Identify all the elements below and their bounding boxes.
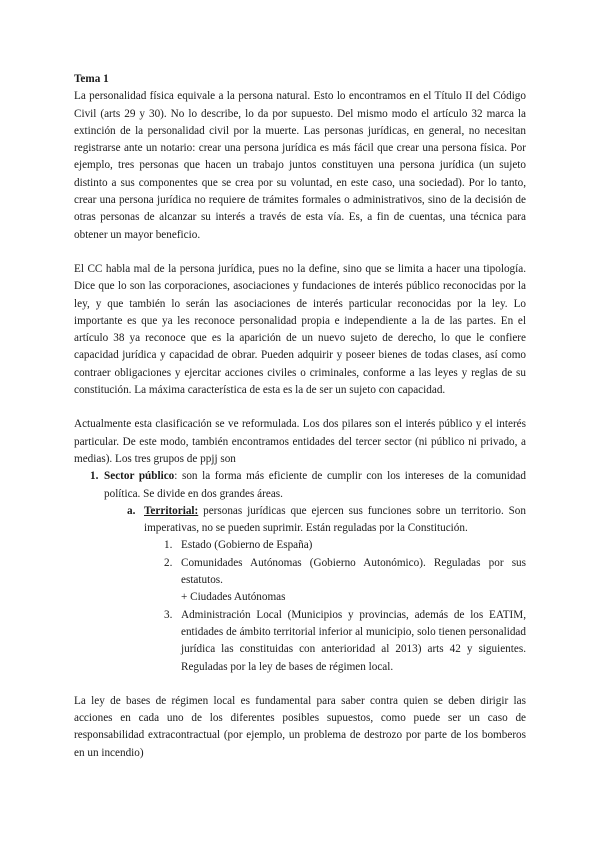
- list-text-sector-publico: : son la forma más eficiente de cumplir con los intereses de la comunidad política. Se divide en dos grandes áreas.: [104, 470, 526, 500]
- paragraph-gap: [74, 399, 526, 416]
- list-text-administracion-local: Administración Local (Municipios y provincias, además de los EATIM, entidades de ámbito territorial inferior al municipio, solo tienen personalidad jurídica las constituidas con anterioridad al 2013) arts 42 y siguientes. Reguladas por la ley de bases de régimen local.: [181, 608, 526, 673]
- paragraph-gap: [74, 244, 526, 261]
- list-marker: 1.: [164, 539, 173, 552]
- list-text-territorial: personas jurídicas que ejercen sus funciones sobre un territorio. Son imperativas, no se pueden suprimir. Están reguladas por la Constitución.: [144, 504, 526, 535]
- list-heading-territorial: Territorial:: [144, 504, 199, 517]
- list-heading-sector-publico: Sector público: [104, 470, 175, 483]
- document-body: [74, 71, 526, 762]
- list-marker: 1.: [90, 470, 99, 483]
- list-subtext-ciudades-autonomas: + Ciudades Autónomas: [181, 591, 286, 604]
- list-item-territorial: [74, 503, 526, 538]
- paragraph-cc-persona-juridica: El CC habla mal de la persona jurídica, pues no la define, sino que se limita a hacer una tipología. Dice que lo son las corporaciones, asociaciones y fundaciones de interés público reconocidas por la ley, y que también lo serán las asociaciones de interés particular reconocidas por la ley. Lo importante es que ya les reconoce personalidad propia e independiente a la de las partes. En el artículo 38 ya reconoce que es la aparición de un nuevo sujeto de derecho, lo que le confiere capacidad jurídica y capacidad de obrar. Pueden adquirir y poseer bienes de todas clases, así como contraer obligaciones y ejercitar acciones civiles o criminales, conforme a las leyes y reglas de su constitución. La máxima característica de esta es la de ser un sujeto con capacidad.: [74, 262, 526, 397]
- list-item-administracion-local: [74, 607, 526, 676]
- list-text-comunidades-autonomas: Comunidades Autónomas (Gobierno Autonómico). Reguladas por sus estatutos.: [181, 556, 526, 587]
- list-item-estado: [74, 537, 526, 554]
- paragraph-gap: [74, 676, 526, 693]
- section-title: Tema 1: [74, 73, 109, 85]
- list-marker: 3.: [164, 608, 173, 621]
- paragraph-clasificacion: Actualmente esta clasificación se ve reformulada. Los dos pilares son el interés público y el interés particular. De este modo, también encontramos entidades del tercer sector (ni público ni privado, a medias). Los tres grupos de ppjj son: [74, 418, 526, 465]
- list-item-sector-publico: [74, 468, 526, 503]
- paragraph-personalidad-fisica: La personalidad física equivale a la persona natural. Esto lo encontramos en el Título II del Código Civil (arts 29 y 30). No lo describe, lo da por supuesto. Del mismo modo el artículo 32 marca la extinción de la personalidad civil por la muerte. Las personas jurídicas, en general, no necesitan registrarse ante un notario: crear una persona jurídica es más fácil que crear una persona física. Por ejemplo, tres personas que hacen un trabajo juntos constituyen una persona jurídica (un sujeto distinto a sus componentes que se crea por su voluntad, en este caso, una sociedad). Por lo tanto, crear una persona jurídica no requiere de trámites formales o administrativos, sino de la decisión de otras personas de alcanzar su interés a través de esta vía. Es, a fin de cuentas, una técnica para obtener un mayor beneficio.: [74, 90, 526, 241]
- paragraph-ley-bases: La ley de bases de régimen local es fundamental para saber contra quien se deben dirigir las acciones en cada uno de los diferentes posibles supuestos, como puede ser un caso de responsabilidad extracontractual (por ejemplo, un problema de destrozo por parte de los bomberos en un incendio): [74, 694, 526, 759]
- list-text-estado: Estado (Gobierno de España): [181, 539, 313, 552]
- list-item-comunidades-autonomas: [74, 555, 526, 607]
- list-marker: a.: [127, 504, 136, 517]
- list-marker: 2.: [164, 556, 173, 569]
